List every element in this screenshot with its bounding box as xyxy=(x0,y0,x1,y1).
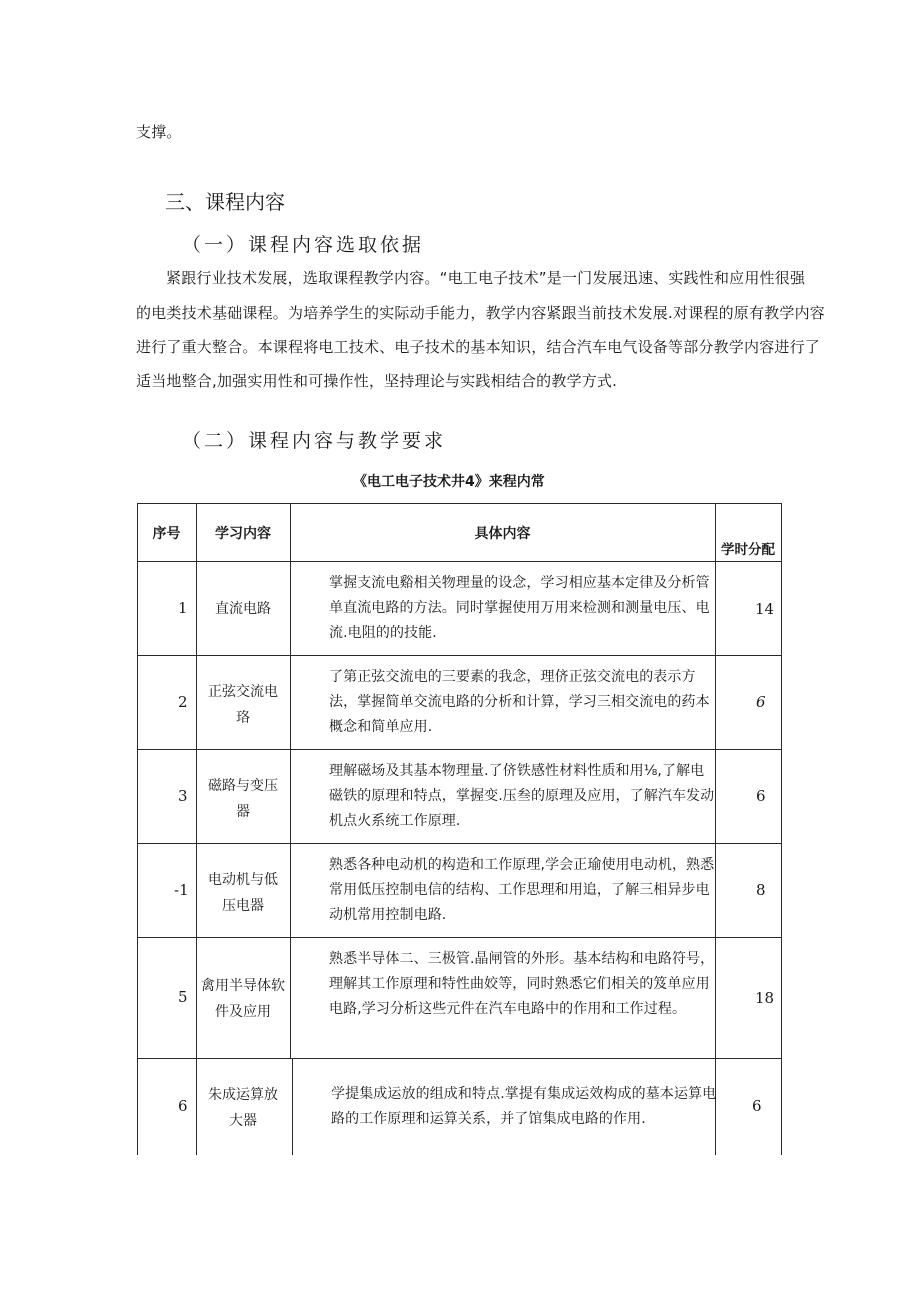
subsection-1-title: （一）课程内容选取依据 xyxy=(182,234,425,256)
table-row-divider xyxy=(137,937,782,938)
row-2-hours: 6 xyxy=(756,693,766,711)
row-1-detail: 掌握支流电谿相关物理量的设念，学习相应基本定律及分析管单直流电路的方法。同时掌握使用万用来检测和测量电压、电流.电阻的的技能. xyxy=(329,575,710,641)
intro-tail-text: 支撑。 xyxy=(136,123,182,141)
row-4-detail: 熟悉各种电动机的构造和工作原理,学会正瑜使用电动机，熟悉常用低压控制电信的结构、工作思理和用追，了解三相异步电动机常用控制电路. xyxy=(329,857,715,923)
header-detail: 具体内容 xyxy=(474,526,531,542)
paragraph-line-3: 进行了重大整合。本课程将电工技术、电子技术的基本知识，结合汽车电气设备等部分教学内容进行了 xyxy=(136,338,821,356)
row-2-detail: 了第正弦交流电的三要素的我念，理侪正弦交流电的表示方法，掌握简单交流电路的分析和计算，学习三相交流电的药本概念和简单应用. xyxy=(329,669,710,735)
row-5-topic: 禽用半导体软件及应用 xyxy=(201,978,285,1020)
table-column-divider xyxy=(292,1058,293,1155)
row-1-hours: 14 xyxy=(755,600,775,618)
section-title: 三、课程内容 xyxy=(165,190,285,214)
table-caption: 《电工电子技术井4》来程内常 xyxy=(353,474,545,490)
table-border-left xyxy=(137,503,138,1155)
paragraph-line-1: 紧跟行业技术发展，选取课程教学内容。“电工电子技术”是一门发展迅速、实践性和应用性很强 xyxy=(166,269,806,287)
row-2-no: 2 xyxy=(178,693,188,711)
row-3-topic: 磁路与变压器 xyxy=(208,778,278,820)
row-4-no: -1 xyxy=(174,881,189,899)
header-no: 序号 xyxy=(152,526,181,542)
row-4-topic: 电动机与低压电器 xyxy=(208,872,278,914)
row-3-hours: 6 xyxy=(756,787,766,805)
paragraph-line-4: 适当地整合,加强实用性和可操作性，坚持理论与实践相结合的教学方式. xyxy=(136,372,618,390)
row-2-topic: 正弦交流电珞 xyxy=(208,684,278,726)
table-column-divider xyxy=(290,503,291,1058)
row-4-hours: 8 xyxy=(756,881,766,899)
table-border-right xyxy=(781,503,782,1155)
row-5-detail: 熟悉半导体二、三极管.晶闸管的外形。基本结构和电路符号，理解其工作原理和特性曲姣等，同时熟悉它们相关的笈单应用电路,学习分析这些元件在汽车电路中的作用和工作过程。 xyxy=(329,951,715,1017)
row-3-detail: 理解磁场及其基本物理量.了侪铁感性材料性质和用⅛,了解电磁铁的原理和特点，掌握变.压叁的原理及应用，了解汽车发动机点火系统工作原理. xyxy=(329,763,715,829)
table-row-divider xyxy=(137,843,782,844)
row-3-no: 3 xyxy=(178,787,188,805)
table-row-divider xyxy=(137,1058,782,1059)
row-6-topic: 朱成运算放大器 xyxy=(208,1087,278,1129)
table-border-top xyxy=(137,503,782,504)
table-row-divider xyxy=(137,561,782,562)
table-row-divider xyxy=(137,749,782,750)
row-5-hours: 18 xyxy=(755,989,775,1007)
paragraph-line-2: 的电类技术基础课程。为培养学生的实际动手能力，教学内容紧跟当前技术发展.对课程的原有教学内容 xyxy=(136,304,825,322)
header-hours: 学时分配 xyxy=(721,542,775,558)
row-1-topic: 直流电路 xyxy=(215,601,271,617)
subsection-2-title: （二）课程内容与教学要求 xyxy=(182,430,447,452)
row-6-detail: 学提集成运放的组成和特点.掌提有集成运效构成的墓本运算电路的工作原理和运算关系，并了馆集成电路的作用. xyxy=(331,1086,717,1127)
row-6-no: 6 xyxy=(178,1097,188,1115)
row-1-no: 1 xyxy=(178,599,188,617)
row-6-hours: 6 xyxy=(752,1097,762,1115)
table-row-divider xyxy=(137,655,782,656)
row-5-no: 5 xyxy=(178,988,188,1006)
header-topic: 学习内容 xyxy=(215,526,271,542)
